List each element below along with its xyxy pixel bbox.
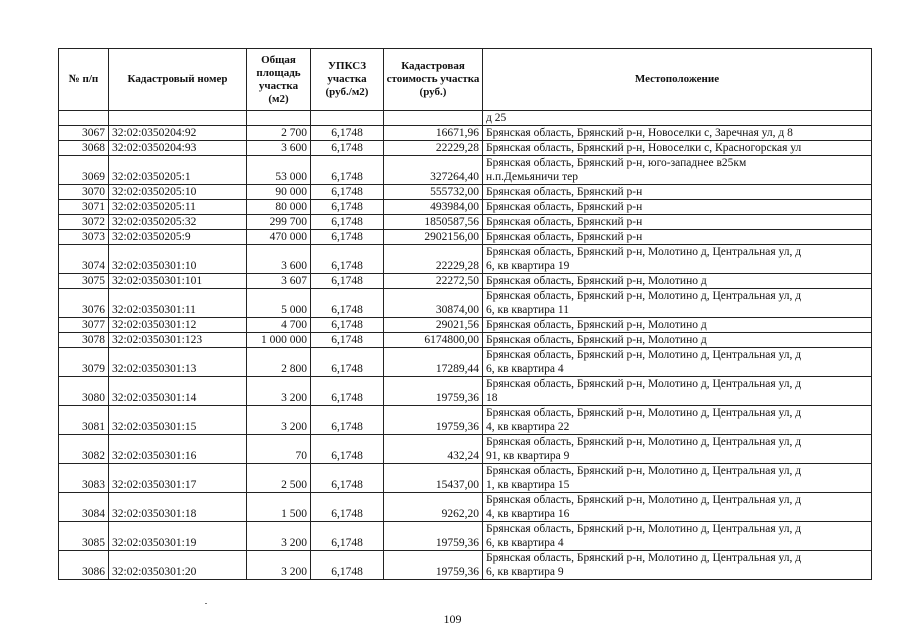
rate-value: 6,1748 xyxy=(311,377,384,406)
row-number: 3081 xyxy=(59,406,109,435)
cadastral-number: 32:02:0350301:10 xyxy=(109,245,247,274)
rate-value: 6,1748 xyxy=(311,215,384,230)
row-number: 3082 xyxy=(59,435,109,464)
page-number: 109 xyxy=(443,612,462,626)
location-cell xyxy=(483,377,872,406)
header-rate: УПКСЗ участка (руб./м2) xyxy=(311,49,384,111)
cost-value: 19759,36 xyxy=(384,377,483,406)
row-number: 3074 xyxy=(59,245,109,274)
location-cell xyxy=(483,215,872,230)
cadastral-number: 32:02:0350301:14 xyxy=(109,377,247,406)
table-row xyxy=(59,522,872,551)
location-line-1: Брянская область, Брянский р-н, Молотино д, Центральная ул, д xyxy=(486,290,802,302)
rate-value: 6,1748 xyxy=(311,435,384,464)
location-cell xyxy=(483,333,872,348)
rate-value: 6,1748 xyxy=(311,348,384,377)
cadastral-number: 32:02:0350301:18 xyxy=(109,493,247,522)
location-cell xyxy=(483,185,872,200)
header-location: Местоположение xyxy=(483,49,872,111)
table-row xyxy=(59,126,872,141)
location-cell xyxy=(483,230,872,245)
location-line-1: Брянская область, Брянский р-н xyxy=(486,201,643,213)
cadastral-number: 32:02:0350205:1 xyxy=(109,156,247,185)
rate-value: 6,1748 xyxy=(311,406,384,435)
header-cadastral-number: Кадастровый номер xyxy=(109,49,247,111)
area-value: 2 500 xyxy=(247,464,311,493)
location-line-1: Брянская область, Брянский р-н xyxy=(486,216,643,228)
rate-value: 6,1748 xyxy=(311,185,384,200)
location-cell xyxy=(483,141,872,156)
cost-value: 432,24 xyxy=(384,435,483,464)
location-line-1: Брянская область, Брянский р-н, Молотино д xyxy=(486,334,707,346)
rate-value: 6,1748 xyxy=(311,289,384,318)
cadastral-number: 32:02:0350301:12 xyxy=(109,318,247,333)
area-value: 3 200 xyxy=(247,551,311,580)
location-cell xyxy=(483,126,872,141)
location-line-2: 1, кв квартира 15 xyxy=(486,479,570,491)
row-number: 3076 xyxy=(59,289,109,318)
cadastral-number: 32:02:0350301:16 xyxy=(109,435,247,464)
location-line-2: 6, кв квартира 4 xyxy=(486,363,564,375)
location-line-1: Брянская область, Брянский р-н, Молотино д xyxy=(486,319,707,331)
cost-value: 327264,40 xyxy=(384,156,483,185)
cadastral-number: 32:02:0350301:13 xyxy=(109,348,247,377)
location-cell xyxy=(483,274,872,289)
area-value: 53 000 xyxy=(247,156,311,185)
area-value: 1 000 000 xyxy=(247,333,311,348)
header-cost: Кадастровая стоимость участка (руб.) xyxy=(384,49,483,111)
location-line-1: Брянская область, Брянский р-н, Молотино д xyxy=(486,275,707,287)
area-value: 90 000 xyxy=(247,185,311,200)
rate-value: 6,1748 xyxy=(311,200,384,215)
row-number: 3067 xyxy=(59,126,109,141)
cost-value: 493984,00 xyxy=(384,200,483,215)
location-line-1: Брянская область, Брянский р-н, Молотино д, Центральная ул, д xyxy=(486,552,802,564)
table-row xyxy=(59,348,872,377)
cost-value: 30874,00 xyxy=(384,289,483,318)
continuation-num xyxy=(59,111,109,126)
row-number: 3079 xyxy=(59,348,109,377)
rate-value: 6,1748 xyxy=(311,333,384,348)
location-line-1: Брянская область, Брянский р-н xyxy=(486,186,643,198)
area-value: 4 700 xyxy=(247,318,311,333)
table-row xyxy=(59,377,872,406)
location-cell xyxy=(483,318,872,333)
table-row xyxy=(59,435,872,464)
location-cell xyxy=(483,522,872,551)
area-value: 3 200 xyxy=(247,522,311,551)
cadastral-number: 32:02:0350205:10 xyxy=(109,185,247,200)
location-line-2: 6, кв квартира 4 xyxy=(486,537,564,549)
location-line-1: Брянская область, Брянский р-н, Молотино д, Центральная ул, д xyxy=(486,436,802,448)
location-line-1: Брянская область, Брянский р-н, Новоселки с, Заречная ул, д 8 xyxy=(486,127,793,139)
location-line-2: 4, кв квартира 16 xyxy=(486,508,570,520)
stray-mark xyxy=(205,603,207,604)
cost-value: 29021,56 xyxy=(384,318,483,333)
cadastral-table xyxy=(58,48,872,580)
table-row xyxy=(59,406,872,435)
rate-value: 6,1748 xyxy=(311,141,384,156)
header-area: Общая площадь участка (м2) xyxy=(247,49,311,111)
location-cell xyxy=(483,551,872,580)
table-row xyxy=(59,200,872,215)
row-number: 3069 xyxy=(59,156,109,185)
cost-value: 19759,36 xyxy=(384,551,483,580)
continuation-rate xyxy=(311,111,384,126)
rate-value: 6,1748 xyxy=(311,522,384,551)
rate-value: 6,1748 xyxy=(311,493,384,522)
table-row xyxy=(59,141,872,156)
area-value: 1 500 xyxy=(247,493,311,522)
area-value: 3 600 xyxy=(247,141,311,156)
location-line-1: Брянская область, Брянский р-н, Молотино д, Центральная ул, д xyxy=(486,349,802,361)
continuation-area xyxy=(247,111,311,126)
area-value: 70 xyxy=(247,435,311,464)
cadastral-number: 32:02:0350301:101 xyxy=(109,274,247,289)
rate-value: 6,1748 xyxy=(311,126,384,141)
location-cell xyxy=(483,289,872,318)
cost-value: 22229,28 xyxy=(384,245,483,274)
cost-value: 2902156,00 xyxy=(384,230,483,245)
rate-value: 6,1748 xyxy=(311,551,384,580)
row-number: 3068 xyxy=(59,141,109,156)
location-line-1: Брянская область, Брянский р-н, Молотино д, Центральная ул, д xyxy=(486,494,802,506)
table-row xyxy=(59,289,872,318)
table-row xyxy=(59,230,872,245)
cost-value: 22272,50 xyxy=(384,274,483,289)
continuation-cadastral xyxy=(109,111,247,126)
cadastral-number: 32:02:0350301:123 xyxy=(109,333,247,348)
area-value: 3 600 xyxy=(247,245,311,274)
row-number: 3083 xyxy=(59,464,109,493)
location-line-2: 18 xyxy=(486,392,498,404)
row-number: 3072 xyxy=(59,215,109,230)
cadastral-number: 32:02:0350301:11 xyxy=(109,289,247,318)
location-line-1: Брянская область, Брянский р-н, Молотино д, Центральная ул, д xyxy=(486,378,802,390)
table-row xyxy=(59,493,872,522)
header-num: № п/п xyxy=(59,49,109,111)
area-value: 470 000 xyxy=(247,230,311,245)
cost-value: 6174800,00 xyxy=(384,333,483,348)
cost-value: 19759,36 xyxy=(384,406,483,435)
table-row xyxy=(59,274,872,289)
cost-value: 1850587,56 xyxy=(384,215,483,230)
location-line-1: Брянская область, Брянский р-н, Новоселки с, Красногорская ул xyxy=(486,142,802,154)
row-number: 3073 xyxy=(59,230,109,245)
rate-value: 6,1748 xyxy=(311,156,384,185)
row-number: 3084 xyxy=(59,493,109,522)
rate-value: 6,1748 xyxy=(311,318,384,333)
location-cell xyxy=(483,200,872,215)
cost-value: 15437,00 xyxy=(384,464,483,493)
cadastral-number: 32:02:0350205:32 xyxy=(109,215,247,230)
location-line-2: 91, кв квартира 9 xyxy=(486,450,570,462)
location-cell xyxy=(483,245,872,274)
area-value: 2 800 xyxy=(247,348,311,377)
table-row xyxy=(59,318,872,333)
rate-value: 6,1748 xyxy=(311,274,384,289)
cadastral-number: 32:02:0350301:19 xyxy=(109,522,247,551)
area-value: 2 700 xyxy=(247,126,311,141)
cadastral-number: 32:02:0350301:20 xyxy=(109,551,247,580)
rate-value: 6,1748 xyxy=(311,230,384,245)
location-cell xyxy=(483,493,872,522)
location-line-2: 4, кв квартира 22 xyxy=(486,421,570,433)
cadastral-number: 32:02:0350205:9 xyxy=(109,230,247,245)
location-cell xyxy=(483,406,872,435)
row-number: 3080 xyxy=(59,377,109,406)
location-line-1: Брянская область, Брянский р-н xyxy=(486,231,643,243)
row-number: 3085 xyxy=(59,522,109,551)
continuation-cost xyxy=(384,111,483,126)
area-value: 80 000 xyxy=(247,200,311,215)
location-cell xyxy=(483,435,872,464)
location-line-2: н.п.Демьяничи тер xyxy=(486,171,578,183)
location-line-1: Брянская область, Брянский р-н, Молотино д, Центральная ул, д xyxy=(486,523,802,535)
cost-value: 22229,28 xyxy=(384,141,483,156)
location-line-1: Брянская область, Брянский р-н, Молотино д, Центральная ул, д xyxy=(486,407,802,419)
rate-value: 6,1748 xyxy=(311,464,384,493)
header-row xyxy=(59,49,872,111)
cadastral-number: 32:02:0350204:92 xyxy=(109,126,247,141)
table-row xyxy=(59,551,872,580)
area-value: 3 200 xyxy=(247,406,311,435)
row-number: 3077 xyxy=(59,318,109,333)
cost-value: 16671,96 xyxy=(384,126,483,141)
location-line-1: Брянская область, Брянский р-н, Молотино д, Центральная ул, д xyxy=(486,246,802,258)
location-line-2: 6, кв квартира 19 xyxy=(486,260,570,272)
location-line-1: Брянская область, Брянский р-н, Молотино д, Центральная ул, д xyxy=(486,465,802,477)
cost-value: 17289,44 xyxy=(384,348,483,377)
cadastral-number: 32:02:0350301:17 xyxy=(109,464,247,493)
row-number: 3078 xyxy=(59,333,109,348)
cost-value: 555732,00 xyxy=(384,185,483,200)
area-value: 299 700 xyxy=(247,215,311,230)
area-value: 3 200 xyxy=(247,377,311,406)
cost-value: 9262,20 xyxy=(384,493,483,522)
area-value: 5 000 xyxy=(247,289,311,318)
table-row xyxy=(59,215,872,230)
location-line-1: Брянская область, Брянский р-н, юго-западнее в25км xyxy=(486,157,747,169)
rate-value: 6,1748 xyxy=(311,245,384,274)
location-line-2: 6, кв квартира 11 xyxy=(486,304,569,316)
table-row xyxy=(59,185,872,200)
cadastral-number: 32:02:0350205:11 xyxy=(109,200,247,215)
cadastral-number: 32:02:0350301:15 xyxy=(109,406,247,435)
area-value: 3 607 xyxy=(247,274,311,289)
location-cell xyxy=(483,464,872,493)
continuation-location: д 25 xyxy=(483,111,872,126)
location-line-2: 6, кв квартира 9 xyxy=(486,566,564,578)
continuation-row xyxy=(59,111,872,126)
row-number: 3086 xyxy=(59,551,109,580)
table-row xyxy=(59,156,872,185)
location-cell xyxy=(483,156,872,185)
cost-value: 19759,36 xyxy=(384,522,483,551)
table-row xyxy=(59,245,872,274)
location-cell xyxy=(483,348,872,377)
table-row xyxy=(59,333,872,348)
table-row xyxy=(59,464,872,493)
row-number: 3070 xyxy=(59,185,109,200)
cadastral-number: 32:02:0350204:93 xyxy=(109,141,247,156)
row-number: 3071 xyxy=(59,200,109,215)
row-number: 3075 xyxy=(59,274,109,289)
